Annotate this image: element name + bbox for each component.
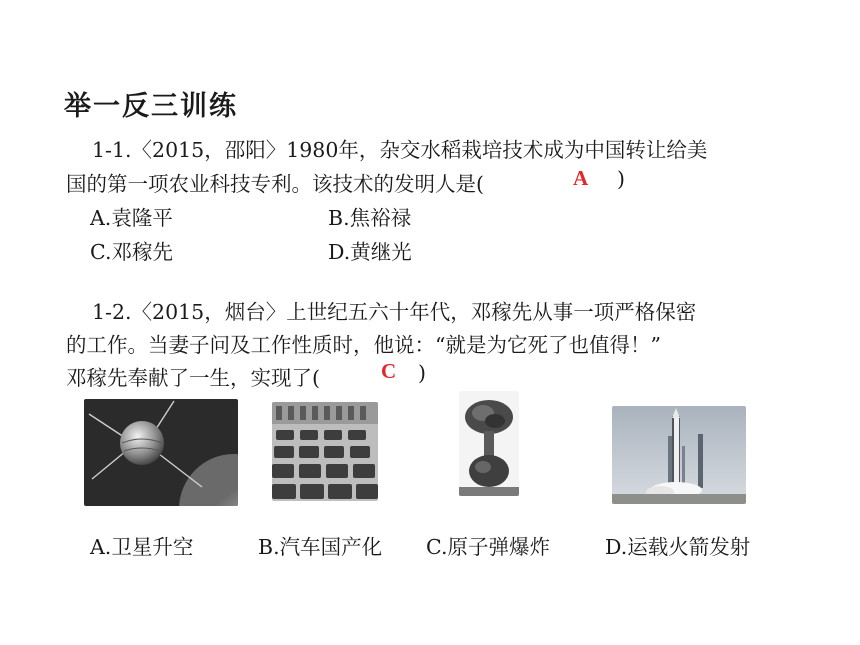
q1-line-1: 1-1.〈2015，邵阳〉1980年，杂交水稻栽培技术成为中国转让给美: [92, 138, 708, 162]
q2-answer: C: [381, 359, 397, 383]
q1-line-2: 国的第一项农业科技专利。该技术的发明人是(: [66, 172, 484, 196]
satellite-photo: [84, 399, 238, 506]
q1-answer: A: [573, 166, 589, 190]
q2-close-paren: ): [418, 361, 426, 385]
q2-option-a: A.卫星升空: [90, 535, 194, 559]
mushroom-cloud-photo: [459, 391, 519, 496]
q2-line-2: 的工作。当妻子问及工作性质时，他说：“就是为它死了也值得！”: [66, 333, 661, 357]
q1-option-a: A.袁隆平: [90, 206, 173, 230]
q1-option-c: C.邓稼先: [90, 240, 173, 264]
section-heading: 举一反三训练: [64, 91, 238, 122]
car-factory-photo: [272, 402, 378, 501]
q2-option-d: D.运载火箭发射: [605, 535, 751, 559]
q1-option-d: D.黄继光: [328, 240, 412, 264]
q2-line-3: 邓稼先奉献了一生，实现了(: [66, 366, 320, 390]
rocket-launch-photo: [612, 406, 746, 504]
q1-close-paren: ): [617, 167, 625, 191]
q2-option-c: C.原子弹爆炸: [426, 535, 550, 559]
q2-line-1: 1-2.〈2015，烟台〉上世纪五六十年代，邓稼先从事一项严格保密: [92, 300, 697, 324]
q2-option-b: B.汽车国产化: [258, 535, 383, 559]
q1-option-b: B.焦裕禄: [328, 206, 412, 230]
